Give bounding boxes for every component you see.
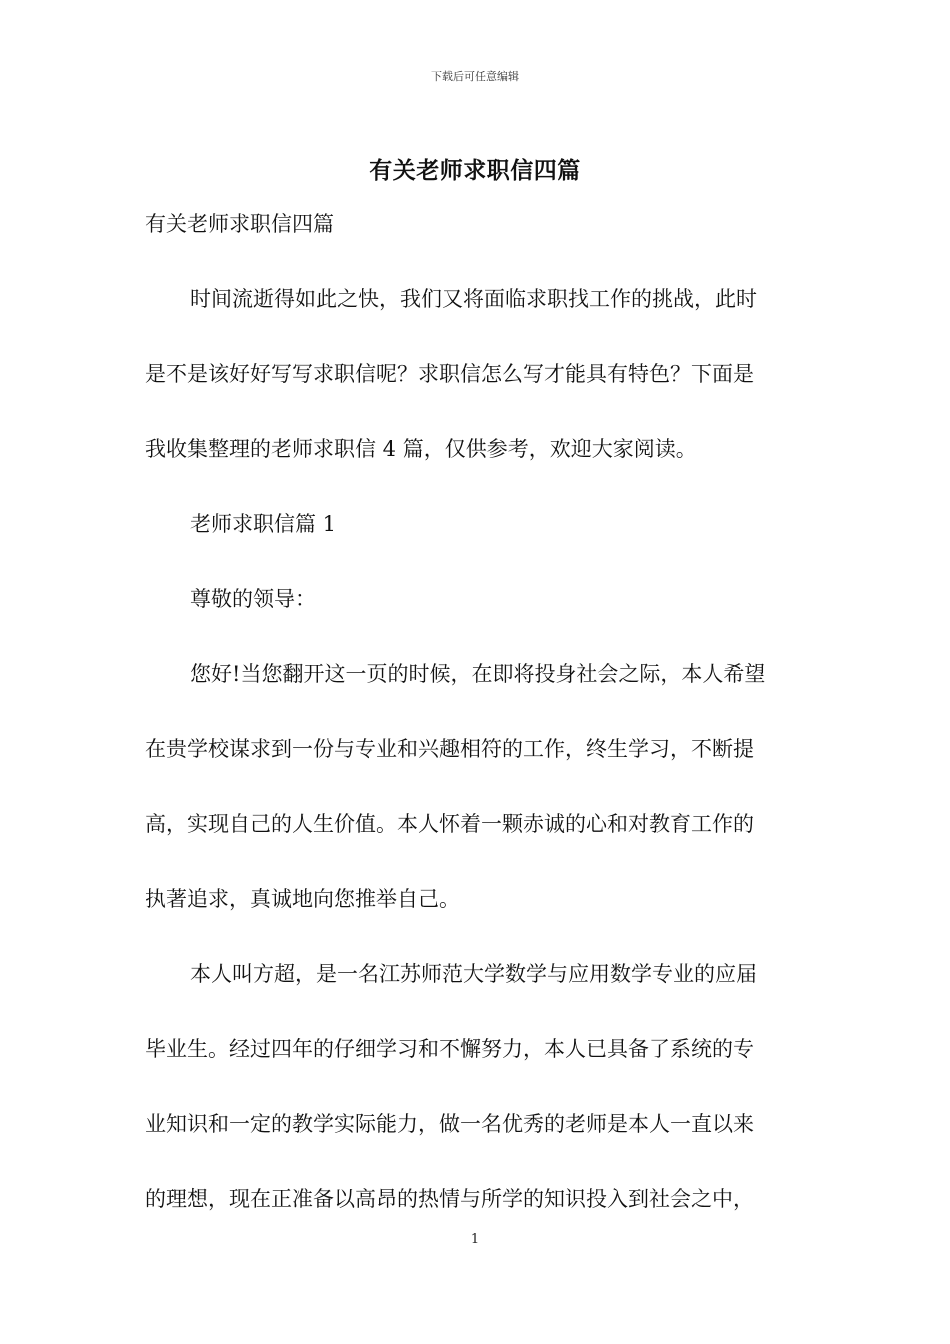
subtitle-line: 有关老师求职信四篇 (145, 212, 334, 236)
paragraph-line: 我收集整理的老师求职信 4 篇，仅供参考，欢迎大家阅读。 (145, 437, 697, 461)
paragraph-line: 是不是该好好写写求职信呢？求职信怎么写才能具有特色？下面是 (145, 362, 754, 386)
paragraph-line: 的理想，现在正准备以高昂的热情与所学的知识投入到社会之中， (145, 1187, 754, 1211)
document-body (145, 207, 810, 1217)
paragraph-line: 在贵学校谋求到一份与专业和兴趣相符的工作，终生学习，不断提 (145, 737, 754, 761)
paragraph-line: 高，实现自己的人生价值。本人怀着一颗赤诚的心和对教育工作的 (145, 812, 754, 836)
paragraph-line: 本人叫方超，是一名江苏师范大学数学与应用数学专业的应届 (190, 962, 757, 986)
paragraph-line: 毕业生。经过四年的仔细学习和不懈努力，本人已具备了系统的专 (145, 1037, 754, 1061)
paragraph-line: 时间流逝得如此之快，我们又将面临求职找工作的挑战，此时 (190, 287, 757, 311)
paragraph-line: 业知识和一定的教学实际能力，做一名优秀的老师是本人一直以来 (145, 1112, 754, 1136)
section-heading: 老师求职信篇 1 (190, 512, 337, 536)
page-number: 1 (470, 1232, 480, 1247)
paragraph-line: 您好!当您翻开这一页的时候，在即将投身社会之际，本人希望 (190, 662, 766, 686)
salutation-line: 尊敬的领导： (190, 587, 316, 611)
document-title: 有关老师求职信四篇 (369, 157, 581, 184)
header-note: 下载后可任意编辑 (431, 70, 519, 83)
paragraph-line: 执著追求，真诚地向您推举自己。 (145, 887, 460, 911)
